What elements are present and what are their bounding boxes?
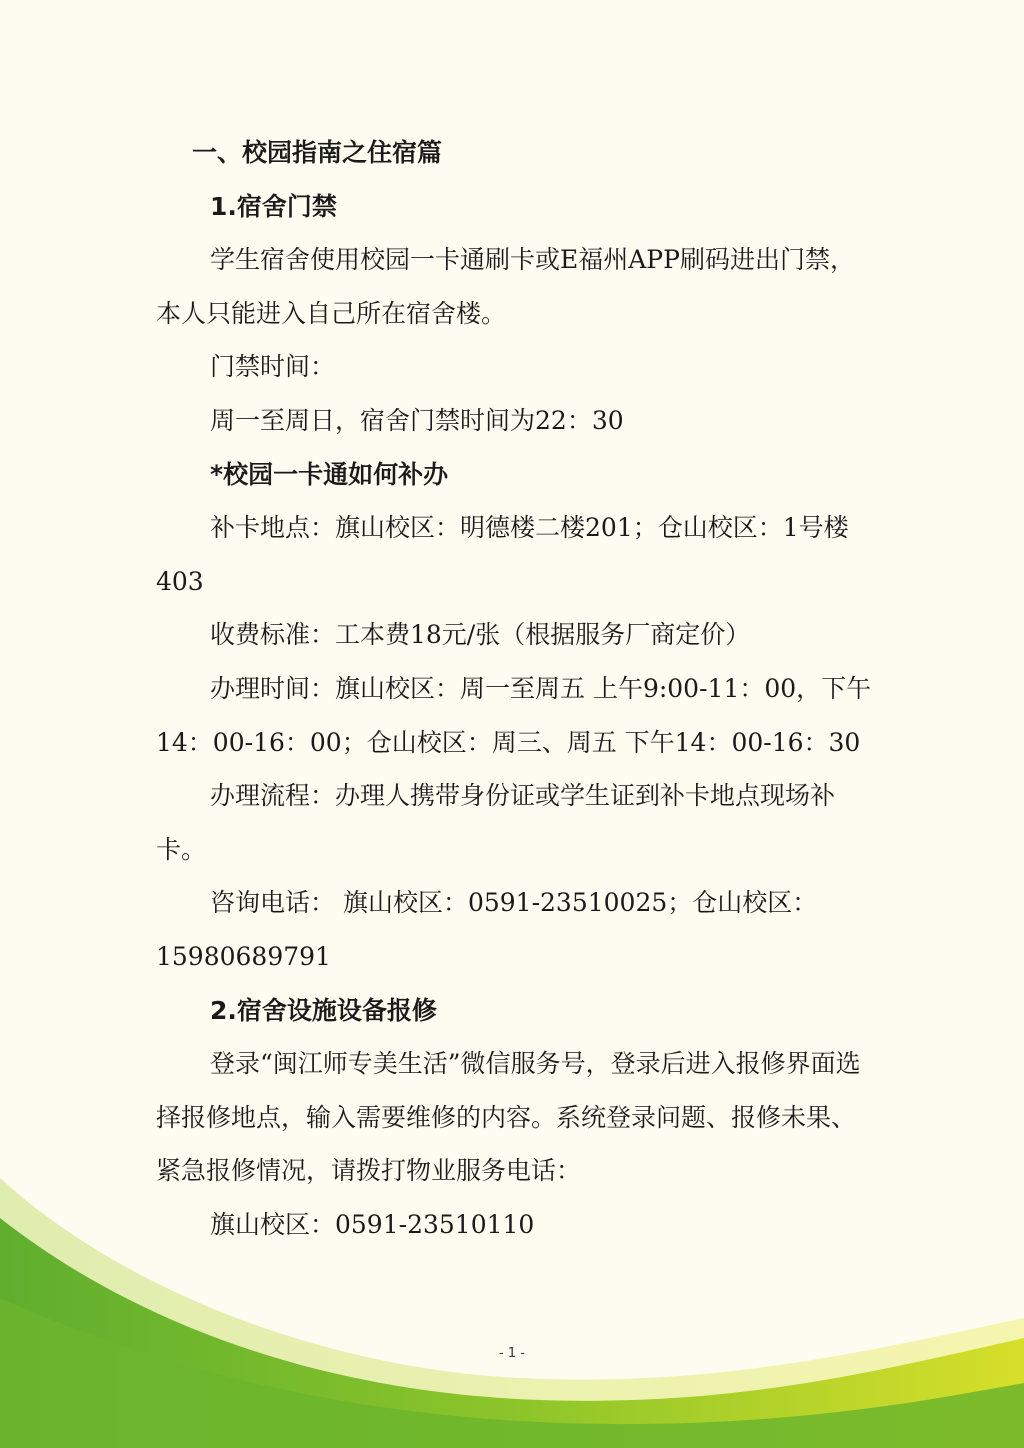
repair-paragraph: 登录“闽江师专美生活”微信服务号，登录后进入报修界面选择报修地点，输入需要维修的内容。系统登录问题、报修未果、紧急报修情况，请拨打物业服务电话： [156,1049,861,1186]
document-body [156,126,876,1251]
card-phone: 咨询电话： 旗山校区：0591-23510025；仓山校区：15980689791 [156,888,818,971]
access-paragraph: 学生宿舍使用校园一卡通刷卡或E福州APP刷码进出门禁，本人只能进入自己所在宿舍楼。 [156,245,855,328]
card-fee: 收费标准：工本费18元/张（根据服务厂商定价） [210,620,751,650]
card-location: 补卡地点：旗山校区：明德楼二楼201；仓山校区：1号楼403 [156,513,849,596]
access-time-label: 门禁时间： [210,352,336,382]
card-hours: 办理时间：旗山校区：周一至周五 上午9:00-11：00，下午14：00-16：00；仓山校区：周三、周五 下午14：00-16：30 [156,673,872,757]
main-heading: 一、校园指南之住宿篇 [192,138,443,167]
page-number: - 1 - [499,1346,525,1361]
section1-title: 1.宿舍门禁 [210,191,337,221]
card-reissue-heading: *校园一卡通如何补办 [210,459,449,489]
access-time: 周一至周日，宿舍门禁时间为22：30 [210,405,624,435]
card-process: 办理流程：办理人携带身份证或学生证到补卡地点现场补卡。 [156,781,836,864]
section2-title: 2.宿舍设施设备报修 [210,995,437,1025]
repair-phone: 旗山校区：0591-23510110 [210,1209,535,1239]
footer-wave-decoration [0,1178,1024,1448]
